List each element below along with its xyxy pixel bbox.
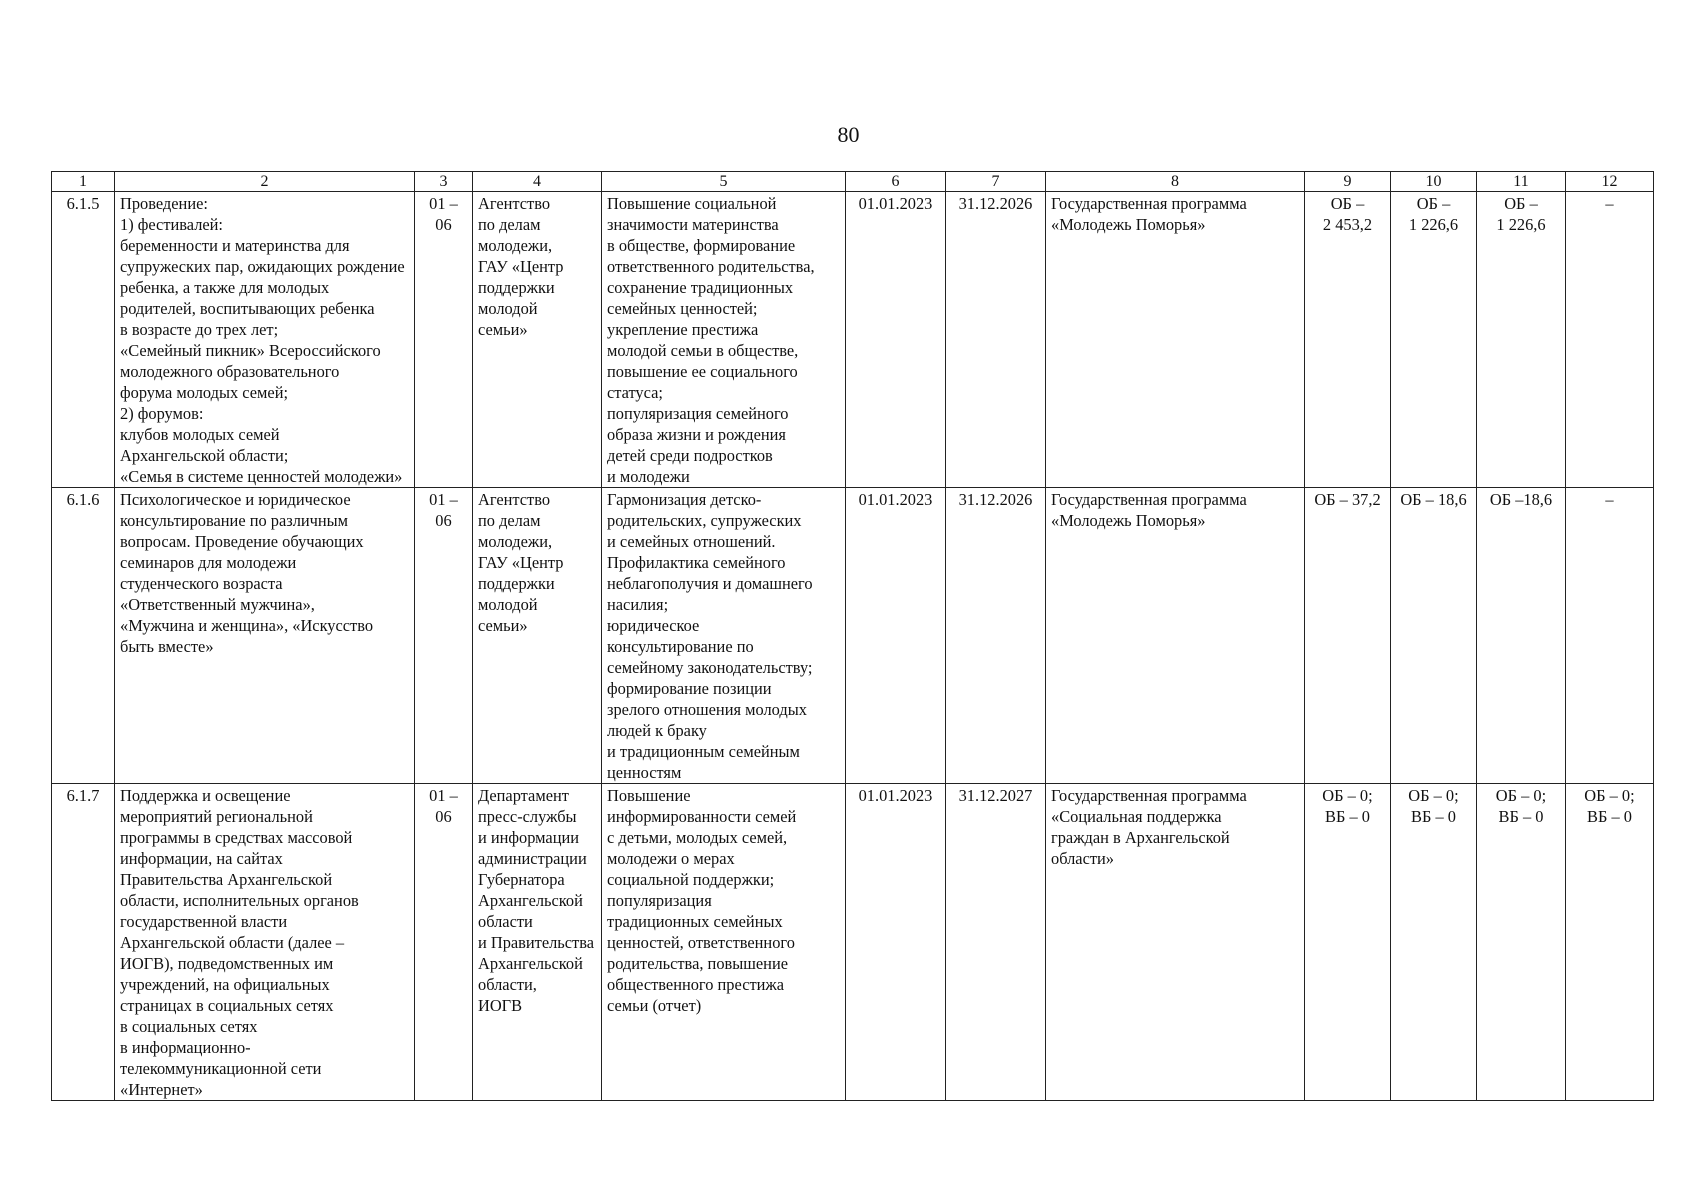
funding-cell-11 xyxy=(1477,784,1566,1101)
cell-line: поддержки xyxy=(478,278,555,297)
cell-line: людей к браку xyxy=(607,721,707,740)
cell-line: ОБ – 0; xyxy=(1584,786,1635,805)
cell-line: и традиционным семейным xyxy=(607,742,800,761)
cell-line: детей среди подростков xyxy=(607,446,773,465)
cell-line: насилия; xyxy=(607,595,669,614)
table-row xyxy=(52,488,1654,784)
cell-line: Психологическое и юридическое xyxy=(120,490,351,509)
cell-line: ОБ – xyxy=(1504,194,1538,213)
start-date-cell xyxy=(846,784,946,1101)
cell-line: в социальных сетях xyxy=(120,1017,258,1036)
cell-line: Проведение: xyxy=(120,194,208,213)
months-cell xyxy=(415,488,473,784)
cell-line: молодой xyxy=(478,299,538,318)
cell-line: юридическое xyxy=(607,616,700,635)
cell-line: государственной власти xyxy=(120,912,288,931)
program-cell xyxy=(1046,784,1305,1101)
cell-line: Гармонизация детско- xyxy=(607,490,762,509)
cell-value: 6.1.7 xyxy=(66,786,100,805)
header-cell: 3 xyxy=(415,172,473,192)
cell-value: 6.1.5 xyxy=(66,194,100,213)
cell-line: формирование позиции xyxy=(607,679,772,698)
cell-line: Государственная программа xyxy=(1051,194,1247,213)
cell-line: 2 453,2 xyxy=(1322,215,1373,234)
cell-line: образа жизни и рождения xyxy=(607,425,786,444)
cell-line: ГАУ «Центр xyxy=(478,553,564,572)
cell-line: социальной поддержки; xyxy=(607,870,775,889)
cell-line: Архангельской xyxy=(478,954,583,973)
funding-cell-12 xyxy=(1566,488,1654,784)
cell-line: беременности и материнства для xyxy=(120,236,350,255)
header-cell: 8 xyxy=(1046,172,1305,192)
cell-line: вопросам. Проведение обучающих xyxy=(120,532,364,551)
cell-line: консультирование по xyxy=(607,637,754,656)
cell-line: «Семейный пикник» Всероссийского xyxy=(120,341,381,360)
cell-line: ОБ – 0; xyxy=(1495,786,1547,805)
cell-line: Государственная программа xyxy=(1051,490,1247,509)
cell-line: Агентство xyxy=(478,490,551,509)
cell-line: молодой xyxy=(478,595,538,614)
cell-line: родительства, повышение xyxy=(607,954,788,973)
cell-line: «Семья в системе ценностей молодежи» xyxy=(120,467,403,486)
cell-line: молодежи, xyxy=(478,532,553,551)
cell-value: 31.12.2026 xyxy=(958,490,1033,509)
cell-line: поддержки xyxy=(478,574,555,593)
cell-line: Департамент xyxy=(478,786,569,805)
header-cell: 10 xyxy=(1391,172,1477,192)
header-cell: 7 xyxy=(946,172,1046,192)
cell-line: 1 226,6 xyxy=(1408,215,1459,234)
funding-cell-10 xyxy=(1391,488,1477,784)
cell-line: студенческого возраста xyxy=(120,574,283,593)
cell-line: области» xyxy=(1051,849,1114,868)
cell-line: ОБ – 37,2 xyxy=(1314,490,1381,509)
cell-line: ОБ – xyxy=(1416,194,1451,213)
cell-line: супружеских пар, ожидающих рождение xyxy=(120,257,405,276)
header-cell: 12 xyxy=(1566,172,1654,192)
cell-line: Профилактика семейного xyxy=(607,553,786,572)
result-cell xyxy=(602,488,846,784)
cell-line: информированности семей xyxy=(607,807,797,826)
header-cell: 6 xyxy=(846,172,946,192)
cell-line: области, исполнительных органов xyxy=(120,891,359,910)
cell-line: ОБ – 18,6 xyxy=(1400,490,1467,509)
cell-line: «Молодежь Поморья» xyxy=(1051,511,1206,530)
cell-line: Архангельской области (далее – xyxy=(120,933,345,952)
start-date-cell xyxy=(846,192,946,488)
cell-line: по делам xyxy=(478,511,541,530)
cell-line: 2) форумов: xyxy=(120,404,204,423)
cell-line: учреждений, на официальных xyxy=(120,975,330,994)
cell-line: Повышение xyxy=(607,786,691,805)
months-cell xyxy=(415,192,473,488)
item-number-cell xyxy=(52,192,115,488)
item-number-cell xyxy=(52,488,115,784)
cell-line: клубов молодых семей xyxy=(120,425,280,444)
page-number: 80 xyxy=(837,122,860,147)
header-cell: 5 xyxy=(602,172,846,192)
result-cell xyxy=(602,192,846,488)
cell-line: 01 – xyxy=(429,786,458,805)
cell-line: с детьми, молодых семей, xyxy=(607,828,788,847)
end-date-cell xyxy=(946,784,1046,1101)
cell-line: – xyxy=(1605,194,1614,213)
cell-line: статуса; xyxy=(607,383,663,402)
program-cell xyxy=(1046,488,1305,784)
cell-line: ОБ – 0; xyxy=(1322,786,1373,805)
cell-line: 06 xyxy=(435,215,452,234)
cell-line: по делам xyxy=(478,215,541,234)
cell-line: в информационно- xyxy=(120,1038,251,1057)
cell-line: ребенка, а также для молодых xyxy=(120,278,330,297)
cell-line: семьи» xyxy=(478,320,528,339)
table-header-row xyxy=(52,172,1654,192)
cell-line: телекоммуникационной сети xyxy=(120,1059,322,1078)
cell-line: области xyxy=(478,912,533,931)
cell-line: семьи» xyxy=(478,616,528,635)
cell-line: Повышение социальной xyxy=(607,194,777,213)
cell-line: ИОГВ), подведомственных им xyxy=(120,954,334,973)
cell-line: родительских, супружеских xyxy=(607,511,802,530)
cell-line: и молодежи xyxy=(607,467,690,486)
cell-value: 31.12.2026 xyxy=(958,194,1033,213)
cell-line: ГАУ «Центр xyxy=(478,257,564,276)
program-cell xyxy=(1046,192,1305,488)
cell-line: ВБ – 0 xyxy=(1411,807,1456,826)
cell-line: «Ответственный мужчина», xyxy=(120,595,315,614)
cell-line: области, xyxy=(478,975,537,994)
cell-line: ИОГВ xyxy=(478,996,523,1015)
cell-line: неблагополучия и домашнего xyxy=(607,574,813,593)
cell-line: общественного престижа xyxy=(607,975,784,994)
cell-line: программы в средствах массовой xyxy=(120,828,353,847)
cell-line: – xyxy=(1605,490,1614,509)
header-cell: 2 xyxy=(115,172,415,192)
cell-line: повышение ее социального xyxy=(607,362,798,381)
funding-cell-10 xyxy=(1391,784,1477,1101)
cell-line: ОБ – xyxy=(1330,194,1365,213)
cell-line: и информации xyxy=(478,828,580,847)
cell-line: администрации xyxy=(478,849,587,868)
funding-cell-10 xyxy=(1391,192,1477,488)
cell-line: мероприятий региональной xyxy=(120,807,313,826)
end-date-cell xyxy=(946,488,1046,784)
program-table xyxy=(51,171,1654,1101)
funding-cell-11 xyxy=(1477,192,1566,488)
cell-line: семейному законодательству; xyxy=(607,658,813,677)
item-number-cell xyxy=(52,784,115,1101)
executor-cell xyxy=(473,784,602,1101)
cell-line: ценностям xyxy=(607,763,682,782)
header-cell: 9 xyxy=(1305,172,1391,192)
cell-line: «Интернет» xyxy=(120,1080,203,1099)
funding-cell-12 xyxy=(1566,784,1654,1101)
cell-value: 01.01.2023 xyxy=(858,786,933,805)
header-cell: 1 xyxy=(52,172,115,192)
cell-line: и Правительства xyxy=(478,933,595,952)
cell-line: традиционных семейных xyxy=(607,912,783,931)
cell-value: 31.12.2027 xyxy=(958,786,1033,805)
funding-cell-11 xyxy=(1477,488,1566,784)
cell-line: «Молодежь Поморья» xyxy=(1051,215,1206,234)
cell-line: популяризация семейного xyxy=(607,404,789,423)
executor-cell xyxy=(473,192,602,488)
cell-line: быть вместе» xyxy=(120,637,214,656)
cell-line: «Социальная поддержка xyxy=(1051,807,1222,826)
cell-line: молодежи о мерах xyxy=(607,849,735,868)
cell-line: информации, на сайтах xyxy=(120,849,283,868)
cell-line: молодой семьи в обществе, xyxy=(607,341,799,360)
description-cell xyxy=(115,784,415,1101)
cell-line: Архангельской области; xyxy=(120,446,289,465)
cell-line: ВБ – 0 xyxy=(1498,807,1544,826)
cell-line: Архангельской xyxy=(478,891,583,910)
description-cell xyxy=(115,192,415,488)
cell-line: популяризация xyxy=(607,891,712,910)
cell-line: 01 – xyxy=(429,194,458,213)
cell-line: укрепление престижа xyxy=(607,320,759,339)
funding-cell-9 xyxy=(1305,192,1391,488)
cell-line: Губернатора xyxy=(478,870,565,889)
header-cell: 11 xyxy=(1477,172,1566,192)
result-cell xyxy=(602,784,846,1101)
funding-cell-12 xyxy=(1566,192,1654,488)
cell-line: 01 – xyxy=(429,490,458,509)
cell-line: и семейных отношений. xyxy=(607,532,776,551)
executor-cell xyxy=(473,488,602,784)
cell-line: 1 226,6 xyxy=(1496,215,1546,234)
cell-line: 06 xyxy=(435,511,452,530)
cell-line: семинаров для молодежи xyxy=(120,553,297,572)
cell-line: семьи (отчет) xyxy=(607,996,702,1015)
cell-line: родителей, воспитывающих ребенка xyxy=(120,299,375,318)
cell-line: пресс-службы xyxy=(478,807,577,826)
start-date-cell xyxy=(846,488,946,784)
funding-cell-9 xyxy=(1305,784,1391,1101)
cell-line: ценностей, ответственного xyxy=(607,933,795,952)
cell-line: «Мужчина и женщина», «Искусство xyxy=(120,616,374,635)
cell-line: Правительства Архангельской xyxy=(120,870,333,889)
table-row xyxy=(52,192,1654,488)
cell-line: Поддержка и освещение xyxy=(120,786,291,805)
cell-value: 01.01.2023 xyxy=(858,490,933,509)
cell-line: страницах в социальных сетях xyxy=(120,996,334,1015)
table-row xyxy=(52,784,1654,1101)
cell-line: ВБ – 0 xyxy=(1587,807,1632,826)
cell-line: молодежи, xyxy=(478,236,553,255)
cell-line: ВБ – 0 xyxy=(1325,807,1370,826)
months-cell xyxy=(415,784,473,1101)
cell-line: ОБ – 0; xyxy=(1408,786,1459,805)
cell-value: 6.1.6 xyxy=(66,490,100,509)
cell-line: значимости материнства xyxy=(607,215,779,234)
cell-line: Государственная программа xyxy=(1051,786,1247,805)
cell-line: 1) фестивалей: xyxy=(120,215,223,234)
cell-line: молодежного образовательного xyxy=(120,362,340,381)
cell-line: форума молодых семей; xyxy=(120,383,289,402)
end-date-cell xyxy=(946,192,1046,488)
cell-line: в обществе, формирование xyxy=(607,236,796,255)
description-cell xyxy=(115,488,415,784)
cell-line: ОБ –18,6 xyxy=(1489,490,1553,509)
cell-line: Агентство xyxy=(478,194,551,213)
cell-line: сохранение традиционных xyxy=(607,278,794,297)
cell-value: 01.01.2023 xyxy=(858,194,933,213)
header-cell: 4 xyxy=(473,172,602,192)
cell-line: граждан в Архангельской xyxy=(1051,828,1230,847)
cell-line: зрелого отношения молодых xyxy=(607,700,807,719)
cell-line: 06 xyxy=(435,807,452,826)
funding-cell-9 xyxy=(1305,488,1391,784)
cell-line: ответственного родительства, xyxy=(607,257,815,276)
cell-line: консультирование по различным xyxy=(120,511,349,530)
cell-line: в возрасте до трех лет; xyxy=(120,320,279,339)
cell-line: семейных ценностей; xyxy=(607,299,758,318)
